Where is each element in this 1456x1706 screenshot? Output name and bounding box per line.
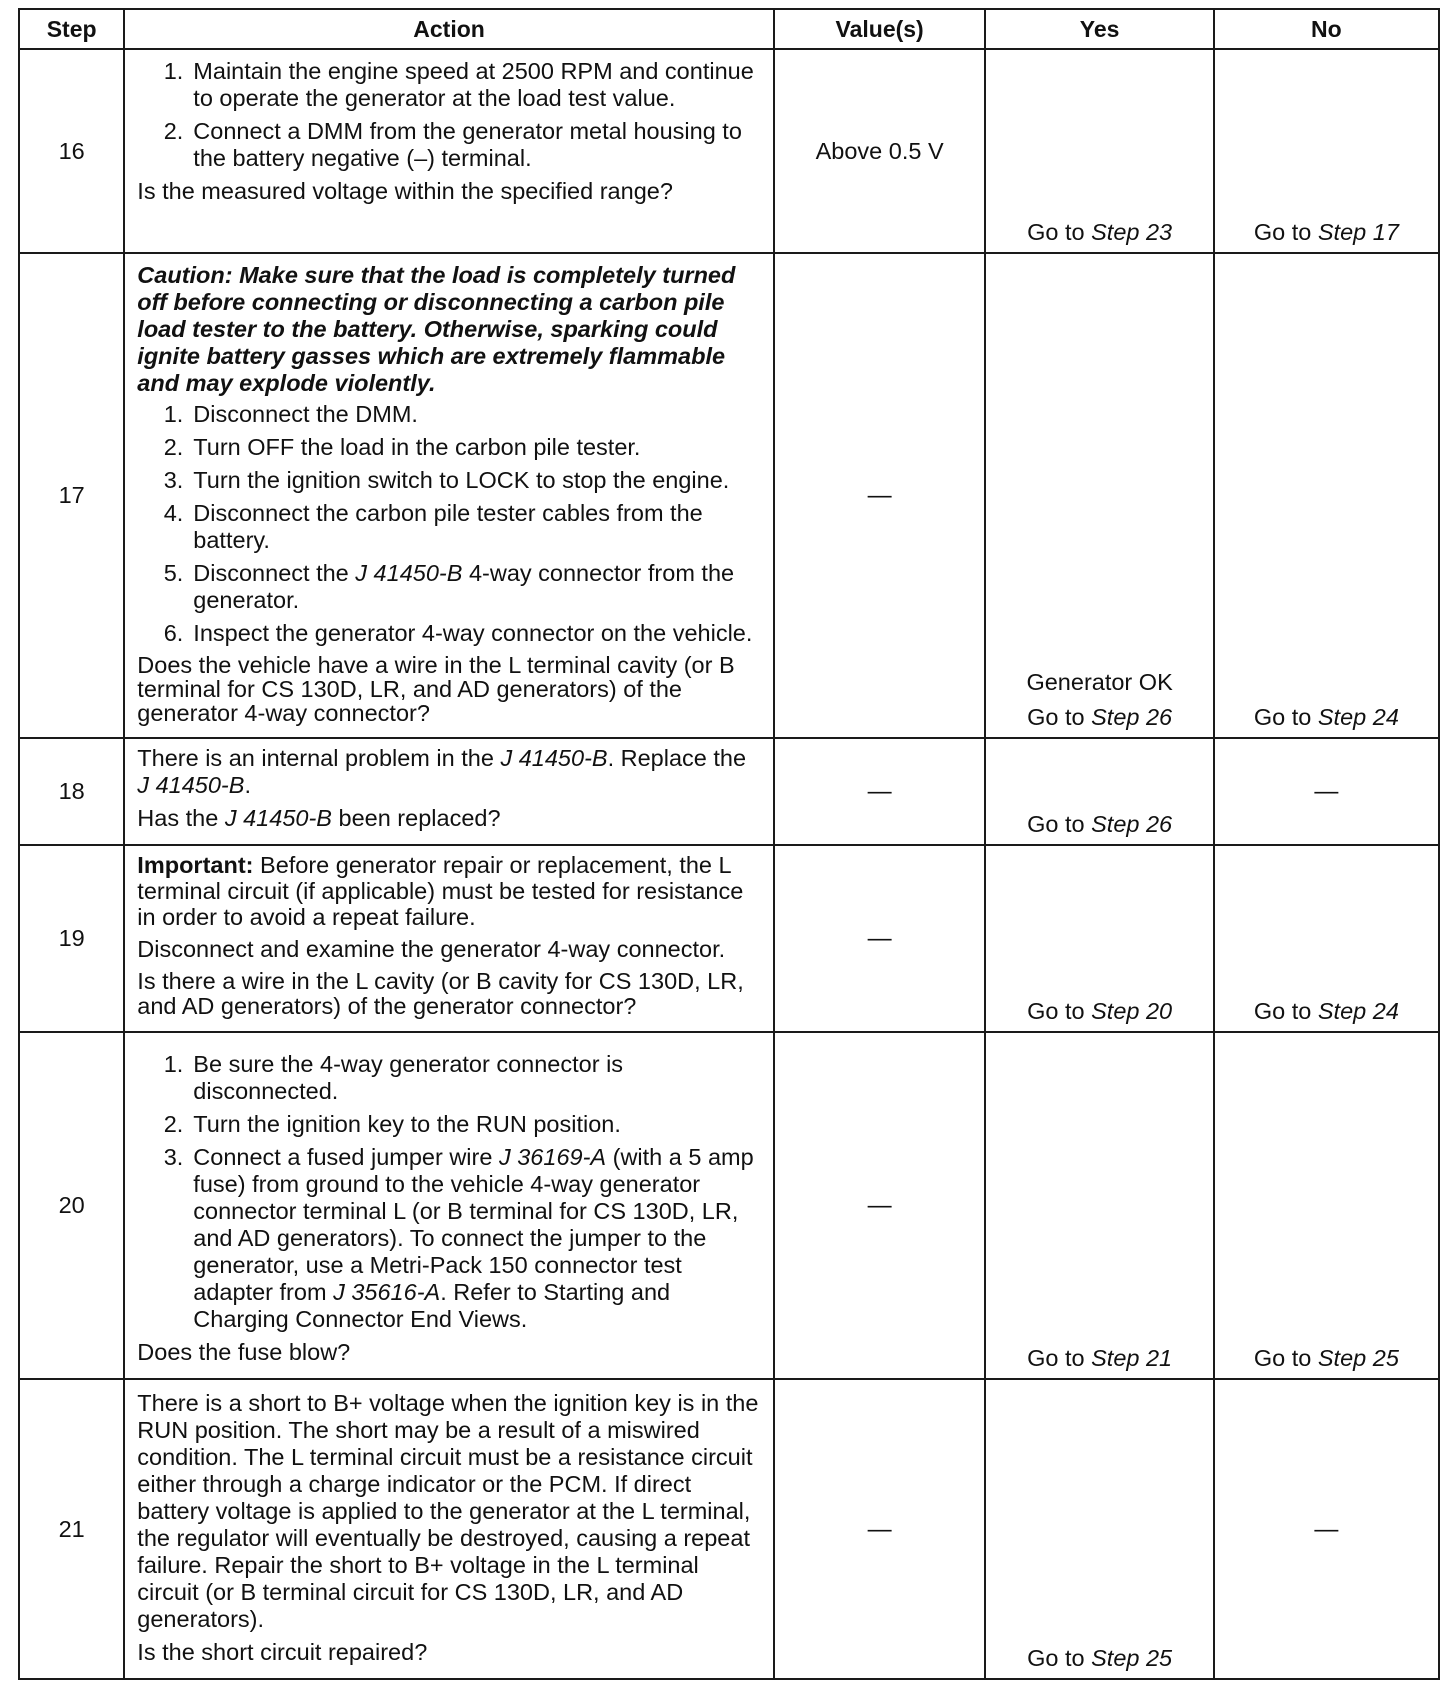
no-cell [1214, 49, 1439, 253]
goto-label: Go to [1027, 998, 1085, 1024]
yes-cell [985, 1379, 1213, 1679]
no-cell [1214, 845, 1439, 1032]
yes-step-link[interactable]: Step 23 [1091, 219, 1173, 245]
header-values: Value(s) [774, 9, 986, 49]
list-item [137, 500, 761, 554]
value-cell [774, 1379, 986, 1679]
action-question: Is the short circuit repaired? [137, 1639, 428, 1665]
list-item [137, 1051, 761, 1105]
item-text [193, 1144, 761, 1333]
value-cell [774, 738, 986, 845]
action-question: Is there a wire in the L cavity (or B cavity for CS 130D, LR, and AD generators) of the generator connector? [137, 968, 744, 1019]
goto-label: Go to [1027, 1345, 1085, 1371]
item-number: 6. [163, 620, 184, 646]
value-dash: — [867, 482, 892, 509]
item-number: 4. [163, 500, 184, 526]
item-text: Disconnect the carbon pile tester cables from the battery. [193, 500, 703, 553]
item-text: Turn the ignition key to the RUN position. [193, 1111, 621, 1137]
item-text: Connect a DMM from the generator metal housing to the battery negative (–) terminal. [193, 118, 742, 171]
step-row-19 [19, 845, 1439, 1032]
yes-step-link[interactable]: Step 26 [1091, 704, 1173, 730]
action-steps [137, 1051, 761, 1333]
step-number: 20 [19, 1032, 124, 1379]
no-step-link[interactable]: Step 25 [1317, 1345, 1399, 1371]
step-row-17 [19, 253, 1439, 738]
action-text [137, 745, 761, 799]
goto-label: Go to [1253, 219, 1312, 245]
header-no: No [1214, 9, 1439, 49]
action-question [137, 805, 761, 832]
yes-step-link[interactable]: Step 21 [1091, 1345, 1173, 1371]
value-dash: — [867, 1192, 892, 1219]
list-item [137, 118, 761, 172]
tool-ref: J 36169-A [498, 1144, 607, 1170]
goto-label: Go to [1253, 1345, 1312, 1371]
item-number: 3. [163, 467, 184, 493]
yes-step-link[interactable]: Step 20 [1091, 998, 1173, 1024]
generator-ok-note: Generator OK [1026, 669, 1173, 695]
action-text: There is a short to B+ voltage when the ignition key is in the RUN position. The short may be a result of a miswired condition. The L terminal circuit must be a resistance circuit either through a charge indicator or the PCM. If direct battery voltage is applied to the generator at the L terminal, the regulator will eventually be destroyed, causing a repeat failure. Repair the short to B+ voltage in the L terminal circuit (or B terminal circuit for CS 130D, LR, and AD generators). [137, 1390, 759, 1632]
goto-label: Go to [1027, 704, 1085, 730]
list-item [137, 1111, 761, 1138]
yes-cell [985, 738, 1213, 845]
tool-ref: J 41450-B [137, 772, 245, 798]
step-number: 16 [19, 49, 124, 253]
item-number: 5. [163, 560, 184, 586]
text-segment: (with a 5 amp fuse) from ground to the vehicle 4-way generator connector terminal L (or B terminal for CS 130D, LR, and AD generators). To connect the jumper to the generator, use a Metri-Pack 150 connector test adapter from [193, 1144, 754, 1305]
list-item [137, 401, 761, 428]
list-item [137, 434, 761, 461]
step-number: 19 [19, 845, 124, 1032]
diagnostic-table [18, 8, 1440, 1680]
action-cell [124, 1032, 774, 1379]
item-text: Maintain the engine speed at 2500 RPM and continue to operate the generator at the load test value. [193, 58, 754, 111]
no-dash: — [1314, 1515, 1339, 1543]
no-cell [1214, 1032, 1439, 1379]
caution-note: Caution: Make sure that the load is completely turned off before connecting or disconnecting a carbon pile load tester to the battery. Otherwise, sparking could ignite battery gasses which are extremely flammable and may explode violently. [137, 262, 736, 396]
important-label: Important: [137, 852, 254, 878]
action-question: Does the vehicle have a wire in the L terminal cavity (or B terminal for CS 130D, LR, and AD generators) of the generator 4-way connector? [137, 652, 735, 726]
step-row-18 [19, 738, 1439, 845]
no-step-link[interactable]: Step 17 [1317, 219, 1399, 245]
goto-label: Go to [1027, 811, 1085, 837]
action-question: Does the fuse blow? [137, 1339, 351, 1365]
text-segment: . Refer to Starting and Charging Connector End Views. [193, 1279, 671, 1332]
text-segment: . Replace the [607, 745, 747, 771]
item-number: 1. [163, 58, 184, 84]
no-cell [1214, 738, 1439, 845]
action-cell [124, 253, 774, 738]
list-item [137, 1144, 761, 1333]
header-row [19, 9, 1439, 49]
header-action: Action [124, 9, 774, 49]
item-number: 3. [163, 1144, 184, 1170]
text-segment: been replaced? [338, 805, 501, 831]
text-segment: Connect a fused jumper wire [193, 1144, 493, 1170]
item-number: 2. [163, 1111, 184, 1137]
value-cell [774, 253, 986, 738]
item-text [193, 560, 761, 614]
no-cell [1214, 253, 1439, 738]
goto-label: Go to [1027, 1645, 1085, 1671]
action-cell [124, 49, 774, 253]
important-text: Before generator repair or replacement, the L terminal circuit (if applicable) must be tested for resistance in order to avoid a repeat failure. [137, 852, 744, 930]
list-item [137, 467, 761, 494]
step-row-16 [19, 49, 1439, 253]
yes-cell [985, 253, 1213, 738]
value-dash: — [867, 1515, 892, 1543]
step-row-21 [19, 1379, 1439, 1679]
tool-ref: J 41450-B [355, 560, 463, 586]
step-number: 18 [19, 738, 124, 845]
yes-cell [985, 49, 1213, 253]
action-cell [124, 845, 774, 1032]
yes-step-link[interactable]: Step 26 [1091, 811, 1173, 837]
no-dash: — [1314, 778, 1339, 805]
header-yes: Yes [985, 9, 1213, 49]
no-step-link[interactable]: Step 24 [1317, 704, 1399, 730]
list-item [137, 560, 761, 614]
item-number: 2. [163, 434, 184, 460]
list-item [137, 58, 761, 112]
step-number: 17 [19, 253, 124, 738]
item-number: 1. [163, 1051, 184, 1077]
tool-ref: J 41450-B [500, 745, 608, 771]
action-steps [137, 401, 761, 647]
header-step: Step [19, 9, 124, 49]
item-text: Inspect the generator 4-way connector on the vehicle. [193, 620, 753, 646]
no-cell [1214, 1379, 1439, 1679]
tool-ref: J 41450-B [224, 805, 332, 831]
goto-label: Go to [1027, 219, 1085, 245]
list-item [137, 620, 761, 647]
item-number: 2. [163, 118, 184, 144]
value-cell [774, 1032, 986, 1379]
item-text: Disconnect the DMM. [193, 401, 418, 427]
yes-cell [985, 845, 1213, 1032]
yes-cell [985, 1032, 1213, 1379]
step-number: 21 [19, 1379, 124, 1679]
text-segment: Has the [137, 805, 219, 831]
item-number: 1. [163, 401, 184, 427]
no-step-link[interactable]: Step 24 [1317, 998, 1399, 1024]
tool-ref: J 35616-A [333, 1279, 441, 1305]
goto-label: Go to [1253, 704, 1312, 730]
yes-step-link[interactable]: Step 25 [1091, 1645, 1173, 1671]
text-segment: . [244, 772, 251, 798]
value-dash: — [867, 778, 892, 805]
important-note [137, 852, 761, 930]
item-text: Turn OFF the load in the carbon pile tester. [193, 434, 641, 460]
action-question: Is the measured voltage within the specified range? [137, 178, 673, 204]
item-text: Be sure the 4-way generator connector is disconnected. [193, 1051, 624, 1104]
text-segment: Disconnect the [193, 560, 349, 586]
text-segment: 4-way connector from the generator. [193, 560, 735, 613]
goto-label: Go to [1253, 998, 1312, 1024]
value-cell [774, 845, 986, 1032]
value-dash: — [867, 925, 892, 952]
value-cell: Above 0.5 V [774, 49, 986, 253]
action-steps [137, 58, 761, 172]
text-segment: There is an internal problem in the [137, 745, 494, 771]
action-cell [124, 1379, 774, 1679]
action-instruction: Disconnect and examine the generator 4-way connector. [137, 936, 726, 962]
step-row-20 [19, 1032, 1439, 1379]
item-text: Turn the ignition switch to LOCK to stop the engine. [193, 467, 730, 493]
action-cell [124, 738, 774, 845]
